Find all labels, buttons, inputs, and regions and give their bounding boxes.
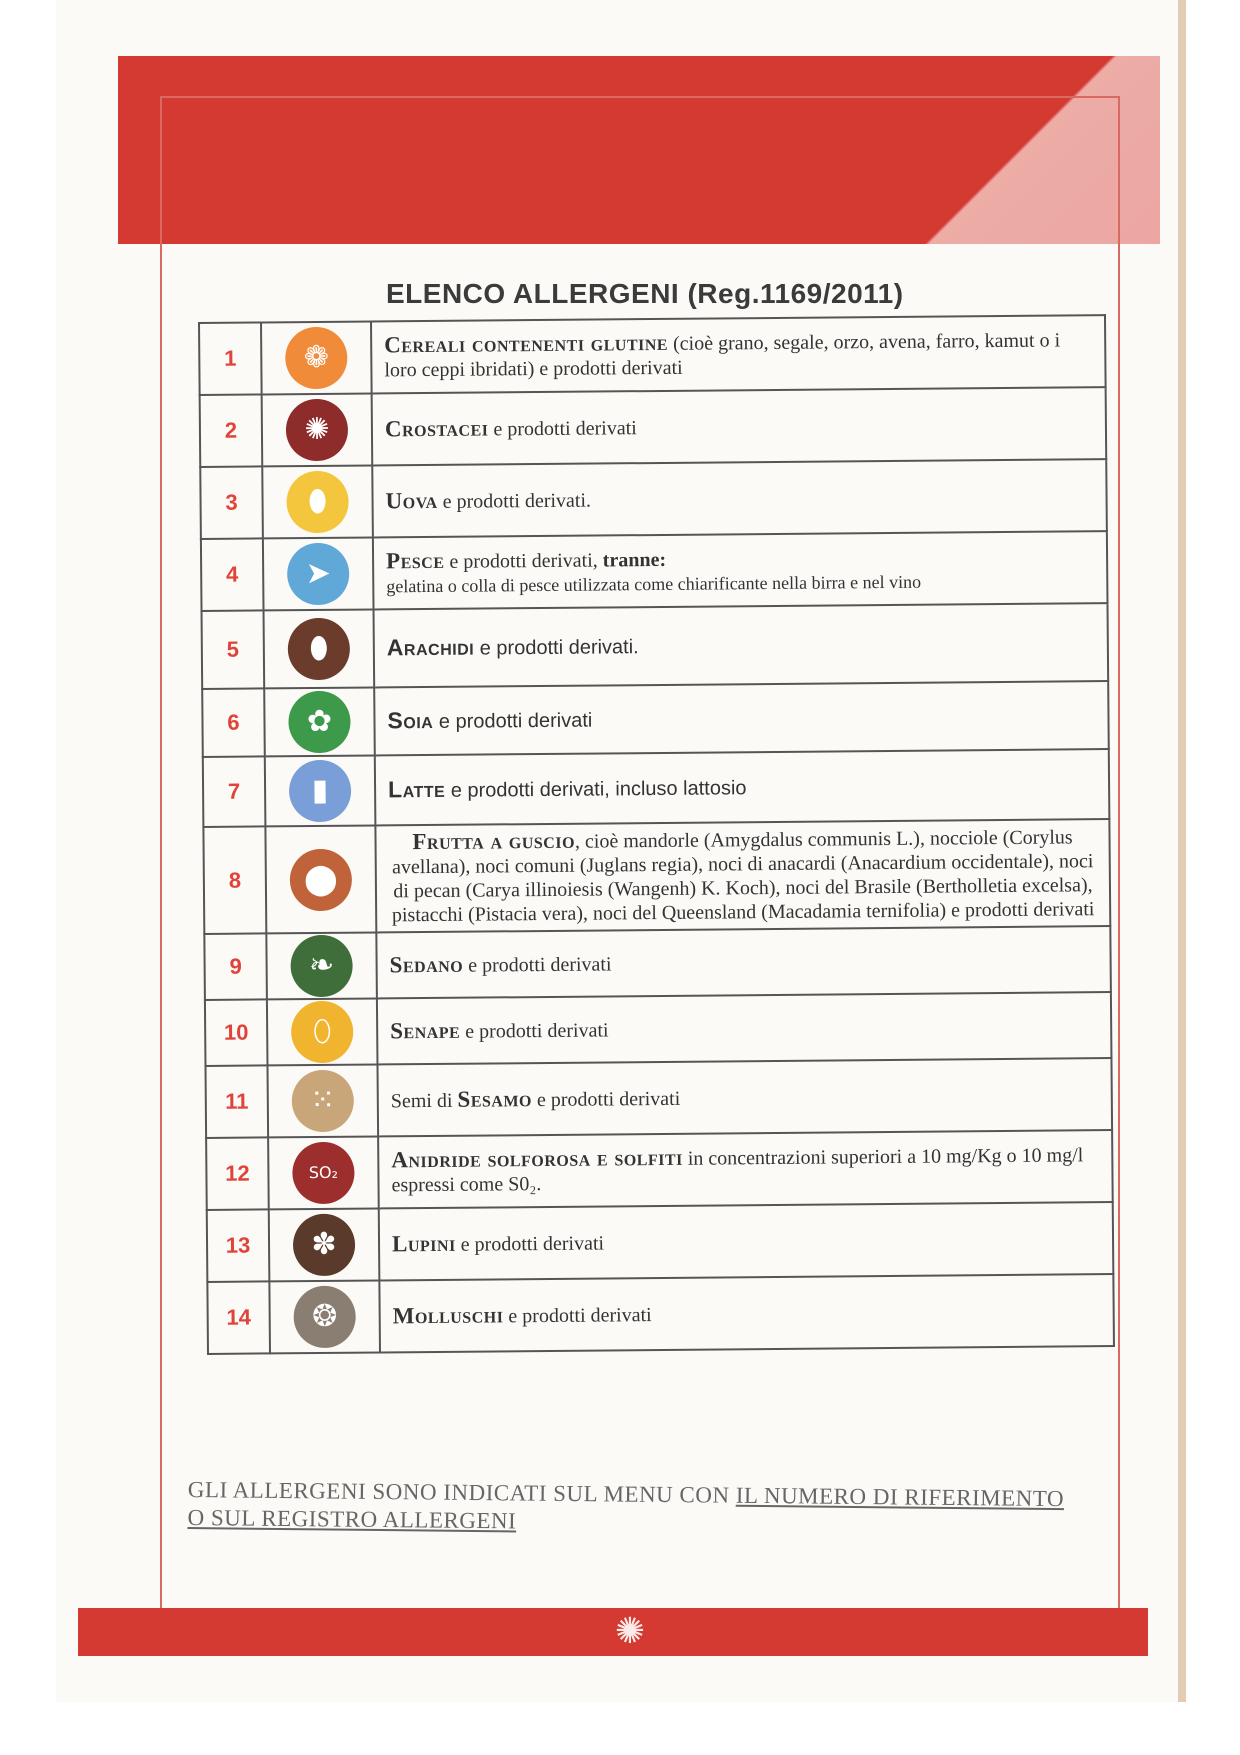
allergen-text: e prodotti derivati	[503, 1303, 652, 1327]
allergen-text: e prodotti derivati.	[474, 636, 639, 660]
allergen-row	[200, 459, 1107, 539]
allergen-name: Soia	[387, 706, 434, 734]
allergen-row	[204, 926, 1111, 1000]
allergen-description	[376, 926, 1111, 998]
allergen-description	[371, 315, 1106, 393]
allergen-name: Sesamo	[457, 1085, 533, 1112]
allergen-description	[378, 1130, 1113, 1208]
allergen-text: in concentrazioni superiori a 10 mg/Kg o 10 mg/l espressi come S0₂.	[391, 1143, 1084, 1196]
allergen-text: e prodotti derivati	[433, 709, 593, 733]
allergen-row	[202, 681, 1109, 757]
allergen-number: 13	[207, 1209, 270, 1282]
allergen-icon-cell	[267, 1064, 378, 1137]
allergen-description	[377, 1058, 1112, 1136]
allergen-row	[205, 992, 1112, 1066]
lupin-icon: ✽	[293, 1214, 356, 1277]
allergen-icon-cell	[268, 1136, 379, 1209]
mustard-icon: ⬯	[291, 1001, 354, 1064]
allergen-row	[203, 819, 1110, 934]
allergen-text: e prodotti derivati, incluso lattosio	[445, 777, 747, 802]
allergen-text: e prodotti derivati	[463, 952, 612, 977]
allergen-text: e prodotti derivati.	[437, 489, 592, 513]
allergen-text: e prodotti derivati	[460, 1018, 609, 1043]
allergen-number: 6	[202, 688, 265, 757]
allergen-icon-cell	[269, 1280, 380, 1353]
allergen-description	[374, 681, 1109, 755]
allergen-description	[379, 1202, 1114, 1280]
allergen-description	[379, 1274, 1114, 1352]
allergen-name: Arachidi	[386, 633, 475, 661]
allergen-text: e prodotti derivati	[455, 1231, 605, 1256]
allergen-icon-cell	[266, 932, 377, 999]
allergen-number: 11	[205, 1065, 268, 1138]
allergen-name: Uova	[385, 487, 438, 513]
allergen-number: 12	[206, 1137, 269, 1210]
nut-icon: ⬤	[290, 848, 353, 911]
allergen-description	[375, 749, 1110, 825]
allergen-description	[372, 459, 1107, 537]
allergen-row	[202, 603, 1109, 689]
allergen-exception: tranne:	[602, 548, 667, 571]
allergen-prefix: Semi di	[390, 1089, 458, 1112]
allergen-icon-cell	[269, 1208, 380, 1281]
peanut-icon: ⬮	[288, 618, 351, 681]
allergen-description	[372, 387, 1107, 465]
allergen-row	[200, 387, 1107, 467]
allergen-name: Lupini	[391, 1230, 456, 1256]
allergen-row	[207, 1274, 1114, 1354]
allergen-row	[205, 1058, 1112, 1138]
page-title: ELENCO ALLERGENI (Reg.1169/2011)	[386, 278, 904, 309]
egg-icon: ⬮	[286, 471, 349, 534]
flower-logo-icon: ✺	[614, 1611, 646, 1652]
allergen-icon-cell	[262, 465, 373, 538]
allergen-icon-cell	[265, 755, 376, 826]
allergen-icon-cell	[263, 537, 374, 610]
allergen-number: 4	[201, 538, 264, 611]
allergen-number: 3	[200, 466, 263, 539]
allergen-icon-cell	[267, 998, 378, 1065]
fish-icon: ➤	[287, 543, 350, 606]
soy-icon: ✿	[288, 691, 351, 754]
milk-icon: ▮	[289, 760, 352, 823]
allergen-description	[374, 603, 1109, 687]
allergen-text: , cioè mandorle (Amygdalus communis L.), nocciole (Corylus avellana), noci comuni (Juglans regia), noci di anacardi (Anacardium occidentale), noci di pecan (Carya illinoiesis (Wangenh) K. Koch), noci del Brasile (Bertholletia excelsa), pistacchi (Pistacia vera), noci del Queensland (Macadamia ternifolia) e prodotti derivati	[391, 826, 1095, 927]
allergen-name: Latte	[387, 775, 446, 803]
allergen-number: 1	[199, 322, 262, 395]
allergen-name: Molluschi	[392, 1301, 504, 1328]
paper-edge	[1178, 0, 1186, 1702]
allergen-number: 2	[200, 394, 263, 467]
allergen-row	[201, 531, 1108, 611]
allergen-icon-cell	[265, 825, 376, 933]
allergen-number: 14	[207, 1281, 270, 1354]
celery-icon: ❧	[290, 935, 353, 998]
allergen-number: 9	[204, 933, 267, 1000]
allergen-description	[373, 531, 1108, 609]
allergen-subtext: gelatina o colla di pesce utilizzata come chiarificante nella birra e nel vino	[386, 571, 922, 596]
allergen-text: e prodotti derivati,	[444, 548, 603, 573]
allergen-number: 8	[203, 826, 266, 934]
allergen-row	[199, 315, 1106, 395]
allergen-icon-cell	[264, 609, 375, 688]
allergen-name: Frutta a guscio	[412, 827, 576, 855]
footer-line1: GLI ALLERGENI SONO INDICATI SUL MENU CON	[187, 1477, 736, 1508]
allergen-name: Cereali contenenti glutine	[384, 329, 669, 357]
sulphites-icon: SO₂	[292, 1142, 355, 1205]
allergen-row	[206, 1130, 1113, 1210]
allergen-name: Crostacei	[384, 414, 489, 441]
allergen-text: e prodotti derivati	[531, 1087, 681, 1111]
allergen-icon-cell	[261, 321, 372, 394]
crab-icon: ✺	[286, 399, 349, 462]
allergen-description	[375, 819, 1110, 932]
allergen-number: 5	[202, 610, 265, 689]
allergen-table	[198, 314, 1115, 1355]
footer-line2: O SUL REGISTRO ALLERGENI	[187, 1504, 517, 1534]
allergen-name: Sedano	[389, 951, 464, 977]
footer-note	[187, 1476, 1088, 1541]
allergen-name: Pesce	[385, 547, 445, 573]
allergen-description	[377, 992, 1112, 1064]
footer-line1-underlined: IL NUMERO DI RIFERIMENTO	[735, 1482, 1065, 1512]
allergen-icon-cell	[264, 687, 375, 756]
allergen-row	[207, 1202, 1114, 1282]
allergen-number: 10	[205, 999, 268, 1066]
allergen-icon-cell	[262, 393, 373, 466]
allergen-text: e prodotti derivati	[488, 416, 637, 440]
allergen-name: Senape	[390, 1017, 461, 1043]
allergen-text: (cioè grano, segale, orzo, avena, farro, kamut o i loro ceppi ibridati) e prodotti derivati	[384, 328, 1061, 381]
allergen-row	[203, 749, 1110, 827]
sesame-icon: ⁙	[292, 1070, 355, 1133]
allergen-number: 7	[203, 756, 266, 827]
wheat-icon: ❁	[285, 327, 348, 390]
allergen-name: Anidride solforosa e solfiti	[391, 1144, 683, 1172]
shell-icon: ❂	[293, 1286, 356, 1349]
